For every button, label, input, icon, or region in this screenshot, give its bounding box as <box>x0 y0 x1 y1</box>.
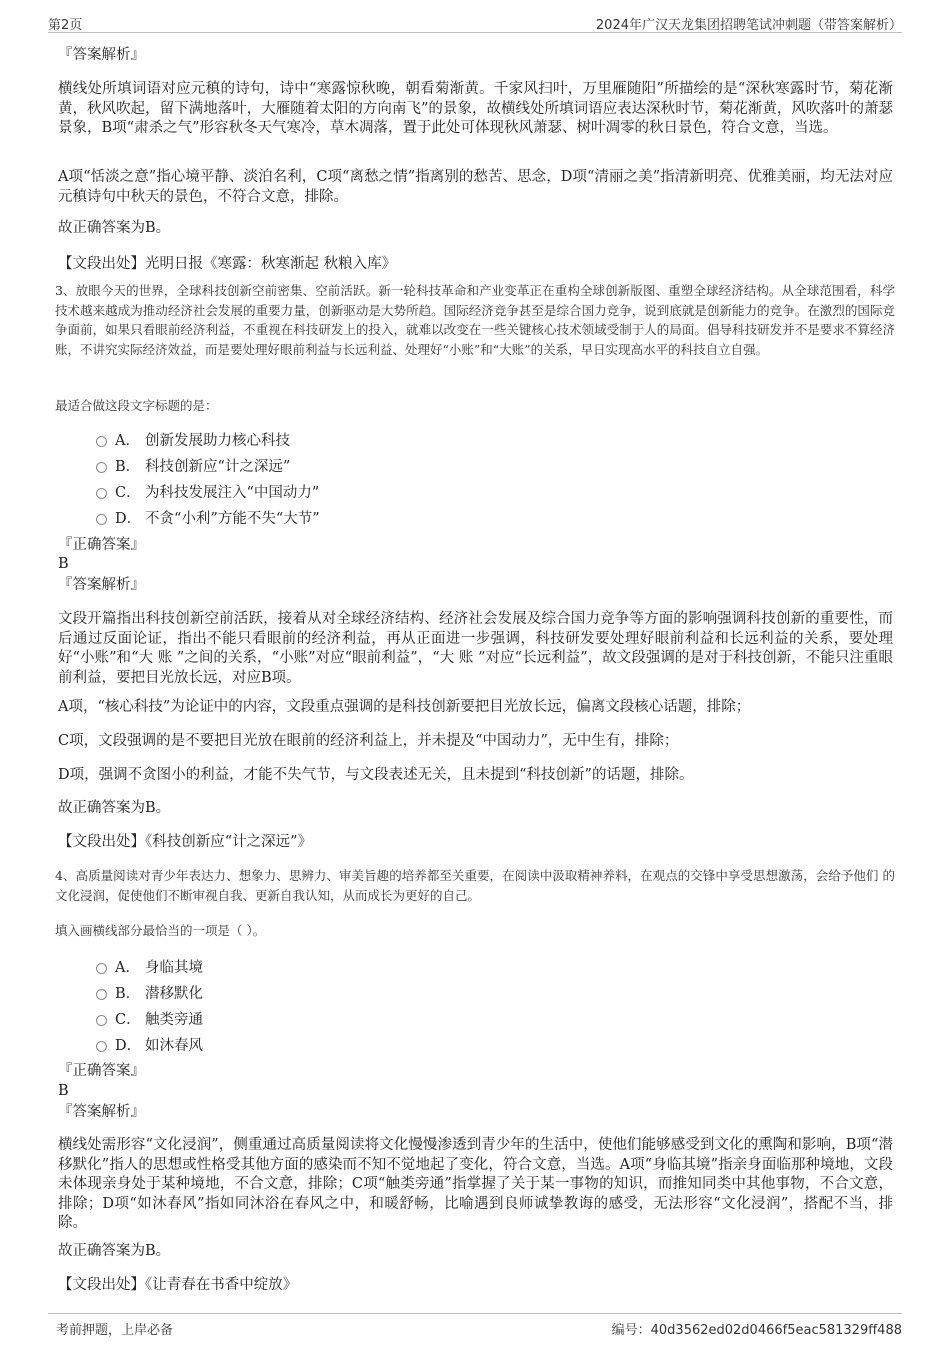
page-header <box>48 12 902 33</box>
q3-answer: B <box>58 556 69 572</box>
q3-prompt: 最适合做这段文字标题的是： <box>55 398 218 413</box>
q3-option-a[interactable]: A． 创新发展助力核心科技 <box>96 426 320 452</box>
q2-analysis: 横线处所填词语对应元稹的诗句，诗中“寒露惊秋晚，朝看菊渐黄。千家风扫叶，万里雁随阳”所描绘的是“深秋寒露时节，菊花渐黄，秋风吹起，留下满地落叶，大雁随着太阳的方向南飞”的景象，故横线处所填词语应表达深秋时节，菊花渐黄，风吹落叶的萧瑟景象，B项“肃杀之气”形容秋冬天气寒冷，草木凋落，置于此处可体现秋风萧瑟、树叶凋零的秋日景色，符合文意，当选。 <box>58 81 893 136</box>
radio-button[interactable] <box>96 963 107 974</box>
q4-answer: B <box>58 1083 69 1099</box>
radio-button[interactable] <box>96 514 107 525</box>
q4-source: 【文段出处】《让青春在书香中绽放》 <box>58 1277 298 1293</box>
q4-option-c[interactable]: C． 触类旁通 <box>96 1005 203 1031</box>
q4-prompt: 填入画横线部分最恰当的一项是（ ）。 <box>55 923 266 938</box>
q3-answer-label: 『正确答案』 <box>58 537 145 553</box>
q2-source: 【文段出处】光明日报《寒露：秋寒渐起 秋粮入库》 <box>58 256 397 272</box>
q3-source: 【文段出处】《科技创新应“计之深远”》 <box>58 834 313 850</box>
radio-button[interactable] <box>96 462 107 473</box>
document-title: 2024年广汉天龙集团招聘笔试冲刺题（带答案解析） <box>595 18 902 33</box>
q4-analysis-label: 『答案解析』 <box>58 1104 145 1120</box>
radio-button[interactable] <box>96 1041 107 1052</box>
q4-analysis: 横线处需形容“文化浸润”，侧重通过高质量阅读将文化慢慢渗透到青少年的生活中，使他们能够感受到文化的熏陶和影响，B项“潜移默化”指人的思想或性格受其他方面的感染而不知不觉地起了变化，符合文意，当选。A项“身临其境”指亲身面临那种境地，文段未体现亲身处于某种境地，不合文意，排除；C项“触类旁通”指掌握了关于某一事物的知识，而推知同类中其他事物，不合文意，排除；D项“如沐春风”指如同沐浴在春风之中，和暖舒畅，比喻遇到良师诚挚教诲的感受，无法形容“文化浸润”，搭配不当，排除。 <box>58 1137 893 1231</box>
q2-exclusion: A项“恬淡之意”指心境平静、淡泊名利，C项“离愁之情”指离别的愁苦、思念，D项“清丽之美”指清新明亮、优雅美丽，均无法对应元稹诗句中秋天的景色，不符合文意，排除。 <box>58 169 893 205</box>
q4-conclusion: 故正确答案为B。 <box>58 1243 171 1259</box>
q3-conclusion: 故正确答案为B。 <box>58 800 171 816</box>
q3-analysis-label: 『答案解析』 <box>58 577 145 593</box>
document-code: 编号：40d3562ed02d0466f5eac581329ff488 <box>611 1323 902 1338</box>
q3-analysis-a: A项，“核心科技”为论证中的内容，文段重点强调的是科技创新要把目光放长远，偏离文段核心话题，排除； <box>58 699 751 715</box>
q3-options <box>96 426 320 530</box>
q3-option-b[interactable]: B． 科技创新应“计之深远” <box>96 452 320 478</box>
radio-button[interactable] <box>96 1015 107 1026</box>
q4-option-a[interactable]: A． 身临其境 <box>96 953 203 979</box>
q4-options <box>96 953 203 1057</box>
q2-conclusion: 故正确答案为B。 <box>58 220 171 236</box>
q4-option-b[interactable]: B． 潜移默化 <box>96 979 203 1005</box>
footer-slogan: 考前押题，上岸必备 <box>56 1323 174 1338</box>
q3-analysis-c: C项，文段强调的是不要把目光放在眼前的经济利益上，并未提及“中国动力”，无中生有，排除； <box>58 733 679 749</box>
q2-analysis-label: 『答案解析』 <box>58 47 145 63</box>
page-footer <box>48 1313 902 1336</box>
q3-question: 3、放眼今天的世界，全球科技创新空前密集、空前活跃。新一轮科技革命和产业变革正在重构全球创新版图、重塑全球经济结构。从全球范围看，科学技术越来越成为推动经济社会发展的重要力量，创新驱动是大势所趋。国际经济竞争甚至是综合国力竞争，说到底就是创新能力的竞争。在激烈的国际竞争面前，如果只看眼前经济利益，不重视在科技研发上的投入，就难以改变在一些关键核心技术领域受制于人的局面。倡导科技研发并不是要求不算经济账，不讲究实际经济效益，而是要处理好眼前利益与长远利益、处理好“小账”和“大账”的关系，早日实现高水平的科技自立自强。 <box>55 283 895 357</box>
q3-option-d[interactable]: D． 不贪“小利”方能不失“大节” <box>96 504 320 530</box>
q3-option-c[interactable]: C． 为科技发展注入“中国动力” <box>96 478 320 504</box>
page-number: 第2页 <box>48 18 83 33</box>
q3-analysis-d: D项，强调不贪图小的利益，才能不失气节，与文段表述无关，且未提到“科技创新”的话题，排除。 <box>58 767 694 783</box>
q4-option-d[interactable]: D． 如沐春风 <box>96 1031 203 1057</box>
q4-answer-label: 『正确答案』 <box>58 1063 145 1079</box>
radio-button[interactable] <box>96 488 107 499</box>
radio-button[interactable] <box>96 436 107 447</box>
radio-button[interactable] <box>96 989 107 1000</box>
q3-analysis: 文段开篇指出科技创新空前活跃，接着从对全球经济结构、经济社会发展及综合国力竞争等方面的影响强调科技创新的重要性，而后通过反面论证，指出不能只看眼前的经济利益，再从正面进一步强调，科技研发要处理好眼前利益和长远利益的关系，要处理好“小账”和“大 账 ”之间的关系，“小账”对应“眼前利益”，“大 账 ”对应“长远利益”，故文段强调的是对于科技创新，不能只注重眼前利益，要把目光放长远，对应B项。 <box>58 611 893 686</box>
q4-question: 4、高质量阅读对青少年表达力、想象力、思辨力、审美旨趣的培养都至关重要，在阅读中汲取精神养料，在观点的交锋中享受思想激荡，会给予他们 的文化浸润，促使他们不断审视自我、更新自我认知，从而成长为更好的自己。 <box>55 868 895 903</box>
